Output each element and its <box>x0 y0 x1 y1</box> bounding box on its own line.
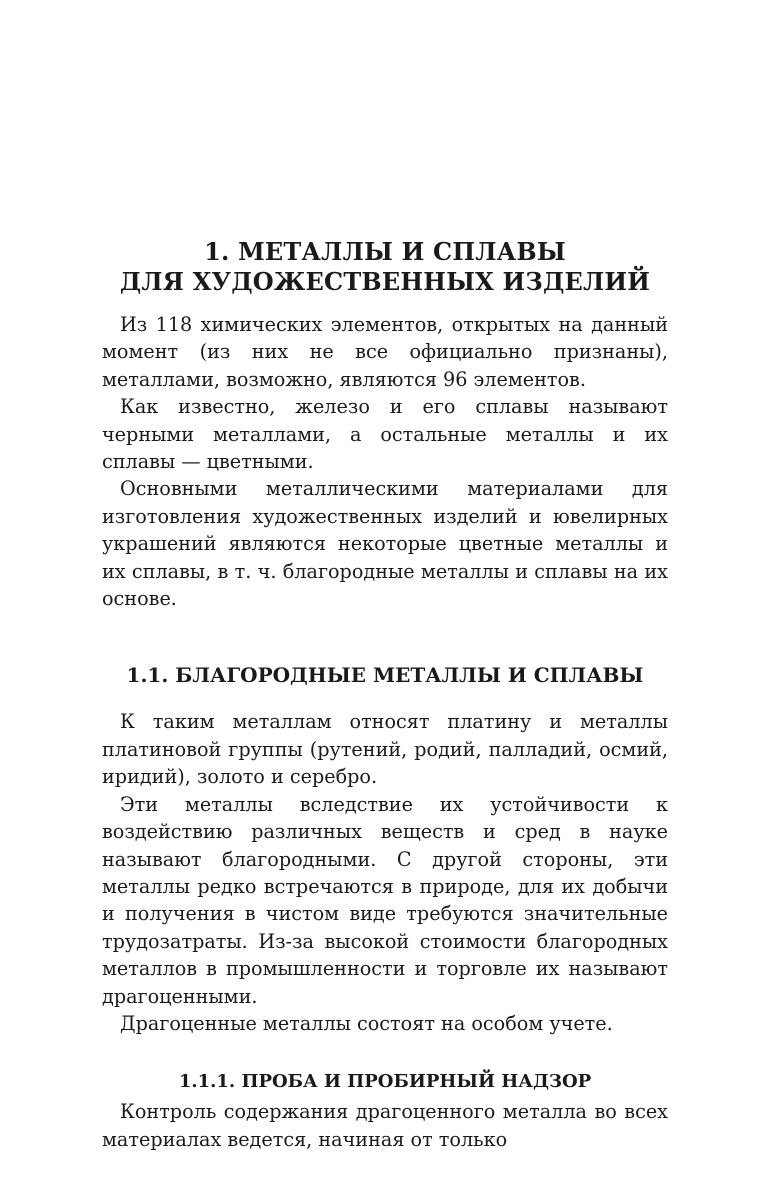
paragraph: Эти металлы вследствие их устойчивости к воздействию различных веществ и сред в науке называют благородными. С другой стороны, эти металлы редко встречаются в природе, для их добычи и получения в чистом виде требуются значительные трудозатраты. Из-за высокой стоимости благородных металлов в промышленности и торговле их называют драгоценными. <box>102 792 668 1008</box>
paragraph: Контроль содержания драгоценного металла во всех материалах ведется, начиная от только <box>102 1100 668 1151</box>
section-title: 1.1. БЛАГОРОДНЫЕ МЕТАЛЛЫ И СПЛАВЫ <box>126 663 644 688</box>
paragraph: К таким металлам относят платину и металлы платиновой группы (рутений, родий, палладий, осмий, иридий), золото и серебро. <box>102 710 668 789</box>
paragraph: Как известно, железо и его сплавы называют черными металлами, а остальные металлы и их сплавы — цветными. <box>102 395 668 474</box>
paragraph: Из 118 химических элементов, открытых на данный момент (из них не все официально признаны), металлами, возможно, являются 96 элементов. <box>102 313 668 391</box>
section-body <box>102 708 668 1037</box>
paragraph: Основными металлическими материалами для изготовления художественных изделий и ювелирных украшений являются некоторые цветные металлы и их сплавы, в т. ч. благородные металлы и сплавы на их основе. <box>102 477 668 611</box>
subsection-body <box>102 1098 668 1153</box>
paragraph: Драгоценные металлы состоят на особом учете. <box>120 1011 613 1035</box>
chapter-body <box>102 311 668 612</box>
chapter-title-line-2: ДЛЯ ХУДОЖЕСТВЕННЫХ ИЗДЕЛИЙ <box>119 267 651 296</box>
subsection-title: 1.1.1. ПРОБА И ПРОБИРНЫЙ НАДЗОР <box>178 1071 592 1093</box>
chapter-title-line-1: 1. МЕТАЛЛЫ И СПЛАВЫ <box>204 237 566 266</box>
chapter-heading <box>102 237 668 297</box>
section-heading <box>102 662 668 688</box>
book-page <box>102 232 668 1153</box>
subsection-heading <box>102 1070 668 1094</box>
